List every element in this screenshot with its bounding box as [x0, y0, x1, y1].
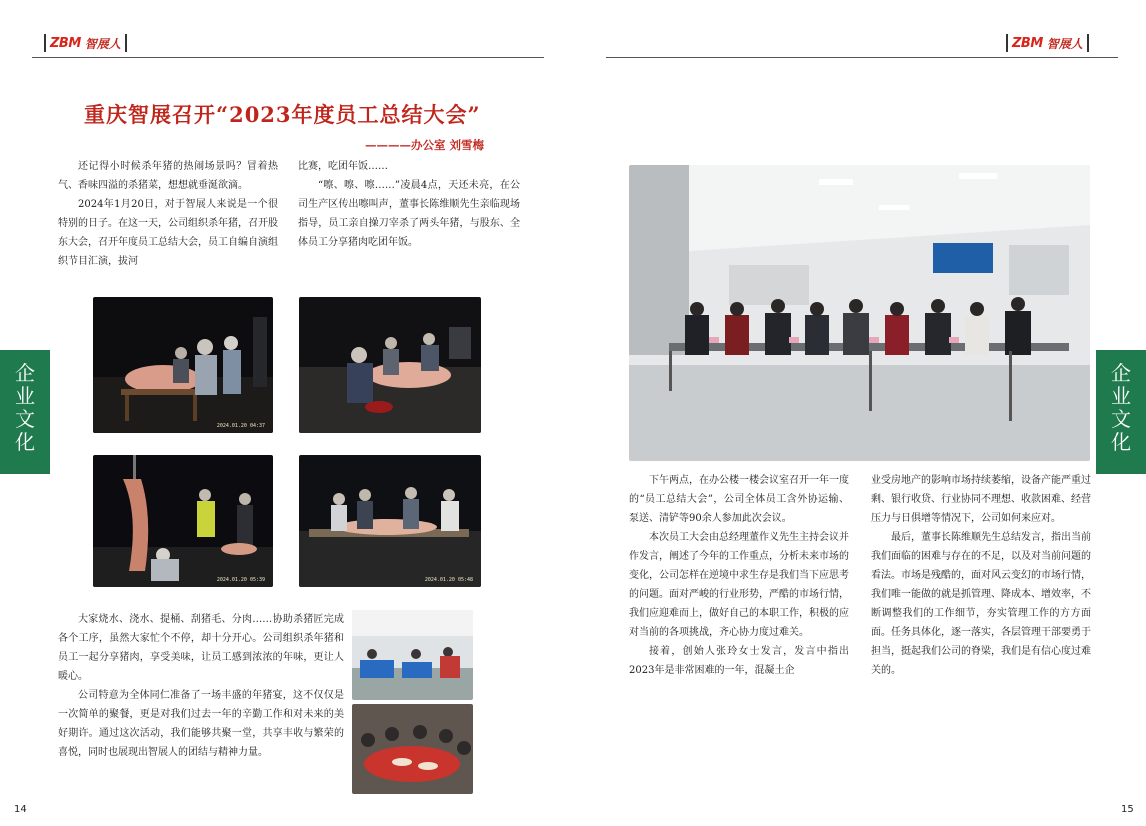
right-col2-text [871, 471, 1091, 680]
photo-butchering-2 [299, 297, 481, 433]
photo-dinner-hall [352, 610, 473, 700]
photo-butchering-1 [93, 297, 273, 433]
paragraph-continued: 业受房地产的影响市场持续萎缩，设备产能严重过剩、银行收贷、行业协同不理想、收款困难、经营压力与日俱增等情况下，公司如何来应对。 [871, 475, 1091, 524]
logo-mark: ZBM [50, 35, 81, 51]
side-tab-culture [1096, 350, 1146, 474]
logo-brand-text: 智展人 [1046, 36, 1083, 51]
side-tab-char: 业 [15, 384, 35, 408]
paragraph: 大家烧水、浇水、提桶、刮猪毛、分肉……协助杀猪匠完成各个工序，虽然大家忙个不停，却十分开心。公司组织杀年猪和员工一起分享猪肉，享受美味，让员工感到浓浓的年味，更让人暖心。 [58, 614, 344, 682]
article-byline: ————办公室 刘雪梅 [365, 138, 485, 152]
paragraph: 还记得小时候杀年猪的热闹场景吗？冒着热气、香味四溢的杀猪菜，想想就垂涎欲滴。 [58, 161, 278, 191]
header-rule [606, 57, 1118, 58]
page-number: 14 [14, 804, 27, 815]
photo-butchering-3 [93, 455, 273, 587]
header-logo [1006, 34, 1089, 52]
photo-timestamp: 2024.01.20 05:48 [424, 577, 473, 583]
logo-bar-icon [1006, 34, 1008, 52]
header-logo [44, 34, 127, 52]
paragraph: 本次员工大会由总经理董作义先生主持会议并作发言，阐述了今年的工作重点，分析未来市场的变化，公司怎样在逆境中求生存是我们当下应思考的问题。面对严峻的行业形势，严酷的市场行情，我们应迎难而上，做好自己的本职工作，积极的应对当前的各项挑战，齐心协力度过难关。 [629, 532, 849, 638]
paragraph: 下午两点，在办公楼一楼会议室召开一年一度的“员工总结大会”，公司全体员工含外协运输、泵送、清铲等90余人参加此次会议。 [629, 475, 849, 524]
side-tab-char: 化 [1111, 430, 1131, 454]
left-bottom-text [58, 610, 344, 762]
logo-bar-icon [1087, 34, 1089, 52]
article-title: 重庆智展召开“2023年度员工总结大会” [84, 102, 481, 127]
paragraph: 公司特意为全体同仁准备了一场丰盛的年猪宴，这不仅仅是一次简单的聚餐，更是对我们过去一年的辛勤工作和对未来的美好期许。通过这次活动，我们能够共聚一堂，共享丰收与繁荣的喜悦，同时也展现出智展人的团结与精神力量。 [58, 690, 344, 758]
left-col1-text [58, 157, 278, 271]
logo-mark: ZBM [1012, 35, 1043, 51]
logo-bar-icon [44, 34, 46, 52]
side-tab-char: 文 [15, 407, 35, 431]
side-tab-culture [0, 350, 50, 474]
paragraph-continued: 比赛，吃团年饭…… [298, 161, 388, 172]
side-tab-char: 化 [15, 430, 35, 454]
side-tab-char: 文 [1111, 407, 1131, 431]
left-col2-text [298, 157, 520, 252]
photo-timestamp: 2024.01.20 04:37 [216, 423, 265, 429]
logo-bar-icon [125, 34, 127, 52]
right-col1-text [629, 471, 849, 680]
page-number: 15 [1121, 804, 1134, 815]
photo-butchering-4 [299, 455, 481, 587]
logo-brand-text: 智展人 [84, 36, 121, 51]
header-rule [32, 57, 544, 58]
photo-timestamp: 2024.01.20 05:39 [216, 577, 265, 583]
right-page [573, 0, 1146, 826]
paragraph: 最后，董事长陈维顺先生总结发言，指出当前我们面临的困难与存在的不足，以及对当前问题的看法。市场是残酷的，面对风云变幻的市场行情，我们唯一能做的就是抓管理、降成本、增效率，不断调整我们的工作细节，夯实管理工作的方方面面。任务具体化，逐一落实，各层管理干部要勇于担当，挺起我们公司的脊梁，我们是有信心度过难关的。 [871, 532, 1091, 676]
side-tab-char: 业 [1111, 384, 1131, 408]
side-tab-char: 企 [15, 361, 35, 385]
paragraph: 2024年1月20日，对于智展人来说是一个很特别的日子。在这一天，公司组织杀年猪，召开股东大会，召开年度员工总结大会，员工自编自演组织节目汇演，拔河 [58, 199, 278, 267]
side-tab-char: 企 [1111, 361, 1131, 385]
paragraph: “嚓、嚓、嚓……”凌晨4点，天还未亮，在公司生产区传出嚓叫声，董事长陈维顺先生亲临现场指导，员工亲自操刀宰杀了两头年猪，与股东、全体员工分享猪肉吃团年饭。 [298, 180, 520, 248]
photo-staff-meeting [629, 165, 1090, 461]
paragraph: 接着，创始人张玲女士发言，发言中指出2023年是非常困难的一年，混凝土企 [629, 646, 849, 676]
photo-dinner-table [352, 704, 473, 794]
